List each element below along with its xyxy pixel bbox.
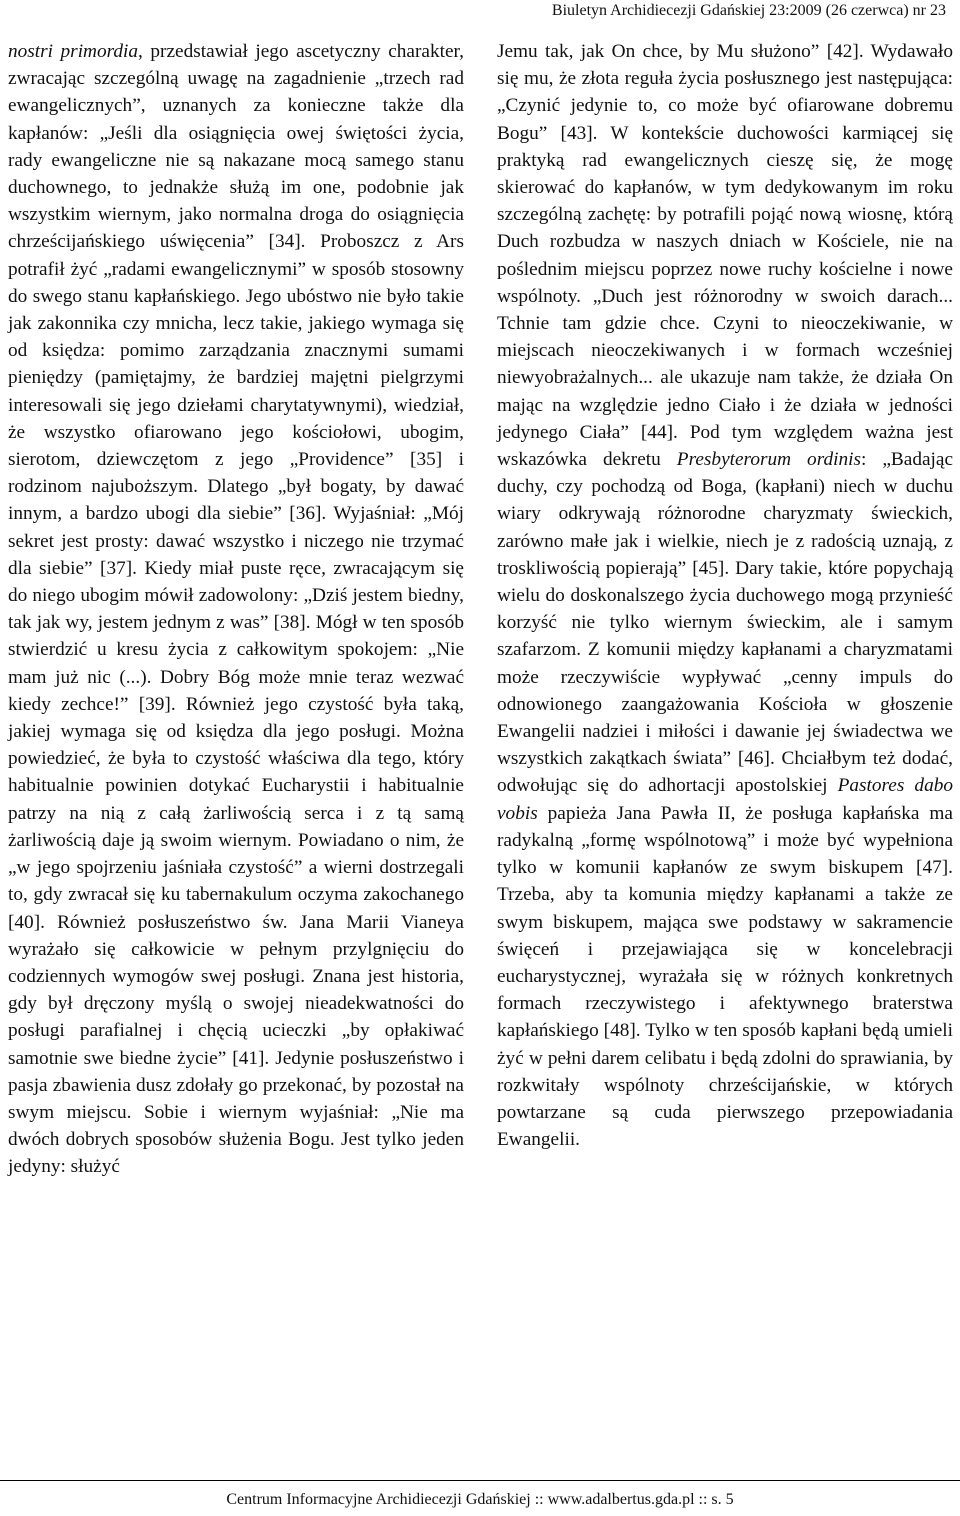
right-column-paragraph	[497, 38, 953, 1153]
right-text-column	[497, 38, 953, 1153]
page-header: Biuletyn Archidiecezji Gdańskiej 23:2009 (26 czerwca) nr 23	[551, 2, 946, 19]
footer-divider	[0, 1480, 960, 1481]
left-column-paragraph	[8, 38, 464, 1181]
text-segment-italic: nostri primordia	[8, 41, 139, 62]
text-segment: papieża Jana Pawła II, że posługa kapłańska ma radykalną „formę wspólnotową” i może być wypełniona tylko w komunii kapłanów ze swym biskupem [47]. Trzeba, aby ta komunia między kapłanami a także ze swym biskupem, mająca swe podstawy w sakramencie święceń i przejawiająca się w koncelebracji eucharystycznej, wyrażała się w różnych konkretnych formach rzeczywistego i afektywnego braterstwa kapłańskiego [48]. Tylko w ten sposób kapłani będą umieli żyć w pełni darem celibatu i będą zdolni do sprawiania, by rozkwitały wspólnoty chrześcijańskie, w których powtarzane są cuda pierwszego przepowiadania Ewangelii.	[497, 802, 953, 1151]
text-segment: Jemu tak, jak On chce, by Mu służono” [42]. Wydawało się mu, że złota reguła życia posłusznego jest następująca: „Czynić jedynie to, co może być ofiarowane dobremu Bogu” [43]. W kontekście duchowości karmiącej się praktyką rad ewangelicznych cieszę się, że mogę skierować do kapłanów, w tym dedykowanym im roku szczególną zachętę: by potrafili pojąć nową wiosnę, którą Duch rozbudza w naszych dniach w Kościele, nie na poślednim miejscu poprzez nowe ruchy kościelne i nowe wspólnoty. „Duch jest różnorodny w swoich darach... Tchnie tam gdzie chce. Czyni to nieoczekiwanie, w miejscach nieoczekiwanych i w formach wcześniej niewyobrażalnych... ale ukazuje nam także, że działa On mając na względzie jedno Ciało i że działa w jedności jedynego Ciała” [44]. Pod tym względem ważna jest wskazówka dekretu	[497, 41, 953, 471]
text-segment-italic: Presbyterorum ordinis	[676, 449, 861, 471]
text-segment-italic: Pastores dabo vobis	[497, 775, 953, 824]
page-footer: Centrum Informacyjne Archidiecezji Gdańskiej :: www.adalbertus.gda.pl :: s. 5	[226, 1491, 734, 1508]
text-segment: : „Badając duchy, czy pochodzą od Boga, (kapłani) niech w duchu wiary odkrywają różnorodne charyzmaty świeckich, zarówno małe jak i wielkie, niech je z radością uznają, z troskliwością popierają” [45]. Dary takie, które popychają wielu do doskonalszego życia duchowego mogą przynieść korzyść nie tylko wiernym świeckim, ale i samym szafarzom. Z komunii między kapłanami a charyzmatami może rzeczywiście wypływać „cenny impuls do odnowionego zaangażowania Kościoła w głoszenie Ewangelii nadziei i miłości i dawanie jej świadectwa we wszystkich zakątkach świata” [46]. Chciałbym też dodać, odwołując się do adhortacji apostolskiej	[497, 449, 954, 797]
left-text-column	[8, 38, 464, 1181]
text-segment: , przedstawiał jego ascetyczny charakter, zwracając szczególną uwagę na zagadnienie „trzech rad ewangelicznych”, uznanych za konieczne także dla kapłanów: „Jeśli dla osiągnięcia owej świętości życia, rady ewangeliczne nie są nakazane mocą samego stanu duchownego, to jednakże służą im one, podobnie jak wszystkim wiernym, jako normalna droga do osiągnięcia chrześcijańskiego uświęcenia” [34]. Proboszcz z Ars potrafił żyć „radami ewangelicznymi” w sposób stosowny do swego stanu kapłańskiego. Jego ubóstwo nie było takie jak zakonnika czy mnicha, lecz takie, jakiego wymaga się od księdza: pomimo zarządzania znacznymi sumami pieniędzy (pamiętajmy, że bardziej majętni pielgrzymi interesowali się jego dziełami charytatywnymi), wiedział, że wszystko ofiarowano jego kościołowi, ubogim, sierotom, dziewczętom z jego „Providence” [35] i rodzinom najuboższym. Dlatego „był bogaty, by dawać innym, a bardzo ubogi dla siebie” [36]. Wyjaśniał: „Mój sekret jest prosty: dawać wszystko i niczego nie trzymać dla siebie” [37]. Kiedy miał puste ręce, zwracającym się do niego ubogim mówił zadowolony: „Dziś jestem biedny, tak jak wy, jestem jednym z was” [38]. Mógł w ten sposób stwierdzić u kresu życia z całkowitym spokojem: „Nie mam już nic (...). Dobry Bóg może mnie teraz wezwać kiedy zechce!” [39]. Również jego czystość była taką, jakiej wymaga się od księdza dla jego posługi. Można powiedzieć, że była to czystość właściwa dla tego, który habitualnie powinien dotykać Eucharystii i habitualnie patrzy na nią z całą żarliwością serca i z tą samą żarliwością daje ją swoim wiernym. Powiadano o nim, że „w jego spojrzeniu jaśniała czystość” a wierni dostrzegali to, gdy zwracał się ku tabernakulum oczyma zakochanego [40]. Również posłuszeństwo św. Jana Marii Vianeya wyrażało się całkowicie w pełnym przylgnięciu do codziennych wymogów swej posługi. Znana jest historia, gdy był dręczony myślą o swojej nieadekwatności do posługi parafialnej i chęcią ucieczki „by opłakiwać samotnie swe biedne życie” [41]. Jedynie posłuszeństwo i pasja zbawienia dusz zdołały go przekonać, by pozostał na swym miejscu. Sobie i wiernym wyjaśniał: „Nie ma dwóch dobrych sposobów służenia Bogu. Jest tylko jeden jedyny: służyć	[8, 41, 464, 1178]
